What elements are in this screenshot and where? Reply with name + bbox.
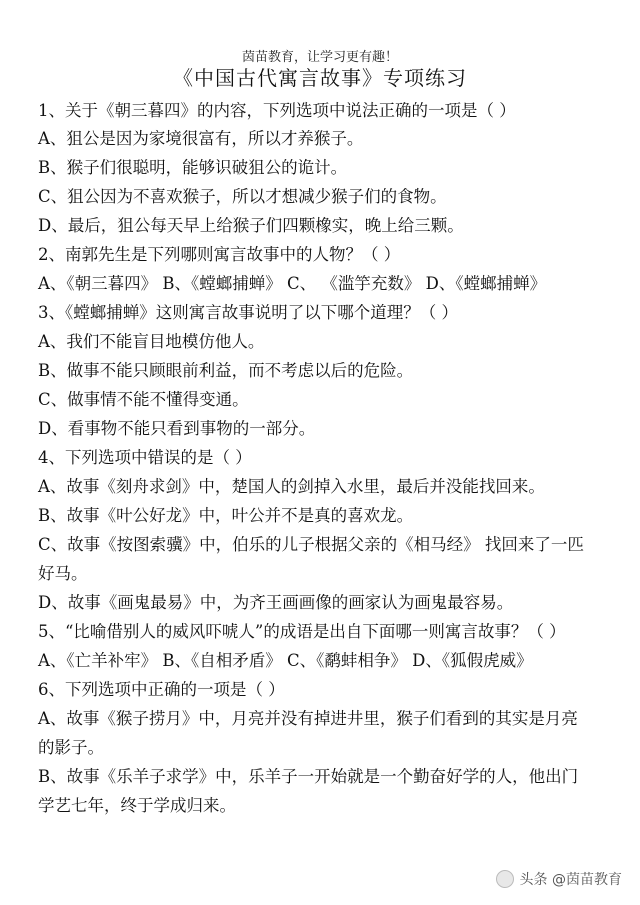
page-title: 《中国古代寓言故事》专项练习 bbox=[173, 66, 467, 90]
question-line: 2、南郭先生是下列哪则寓言故事中的人物？（ ） bbox=[38, 245, 401, 264]
option-line: B、猴子们很聪明，能够识破狙公的诡计。 bbox=[38, 158, 348, 177]
option-line: 学艺七年，终于学成归来。 bbox=[38, 796, 236, 815]
option-line: C、故事《按图索骥》中，伯乐的儿子根据父亲的《相马经》 找回来了一匹 bbox=[38, 535, 584, 554]
option-line: C、做事情不能不懂得变通。 bbox=[38, 390, 249, 409]
question-line: 6、下列选项中正确的一项是（ ） bbox=[38, 680, 285, 699]
watermark-text: 头条 @茵苗教育 bbox=[519, 872, 622, 888]
watermark bbox=[496, 869, 622, 889]
question-line: 3、《螳螂捕蝉》这则寓言故事说明了以下哪个道理？（ ） bbox=[38, 303, 458, 322]
header-slogan: 茵苗教育，让学习更有趣！ bbox=[241, 50, 398, 65]
option-line: 的影子。 bbox=[38, 738, 104, 757]
option-line: B、做事不能只顾眼前利益，而不考虑以后的危险。 bbox=[38, 361, 414, 380]
question-line: 4、下列选项中错误的是（ ） bbox=[38, 448, 252, 467]
option-line: B、故事《叶公好龙》中，叶公并不是真的喜欢龙。 bbox=[38, 506, 414, 525]
option-line: 好马。 bbox=[38, 564, 88, 583]
question-line: 5、“比喻借别人的威风吓唬人”的成语是出自下面哪一则寓言故事？（ ） bbox=[38, 622, 566, 641]
option-line: A、《朝三暮四》 B、《螳螂捕蝉》 C、 《滥竽充数》 D、《螳螂捕蝉》 bbox=[38, 274, 547, 293]
option-line: C、狙公因为不喜欢猴子，所以才想减少猴子们的食物。 bbox=[38, 187, 447, 206]
option-line: D、最后，狙公每天早上给猴子们四颗橡实，晚上给三颗。 bbox=[38, 216, 464, 235]
question-line: 1、关于《朝三暮四》的内容，下列选项中说法正确的一项是（ ） bbox=[38, 101, 516, 120]
option-line: A、故事《猴子捞月》中，月亮并没有掉进井里，猴子们看到的其实是月亮 bbox=[38, 709, 578, 728]
option-line: B、故事《乐羊子求学》中，乐羊子一开始就是一个勤奋好学的人，他出门 bbox=[38, 767, 579, 786]
option-line: D、看事物不能只看到事物的一部分。 bbox=[38, 419, 316, 438]
option-line: A、我们不能盲目地模仿他人。 bbox=[38, 332, 265, 351]
option-line: A、故事《刻舟求剑》中，楚国人的剑掉入水里，最后并没能找回来。 bbox=[38, 477, 545, 496]
option-line: A、狙公是因为家境很富有，所以才养猴子。 bbox=[38, 129, 364, 148]
option-line: A、《亡羊补牢》 B、《自相矛盾》 C、《鹬蚌相争》 D、《狐假虎威》 bbox=[38, 651, 533, 670]
option-line: D、故事《画鬼最易》中，为齐王画画像的画家认为画鬼最容易。 bbox=[38, 593, 514, 612]
avatar-icon bbox=[496, 870, 514, 888]
